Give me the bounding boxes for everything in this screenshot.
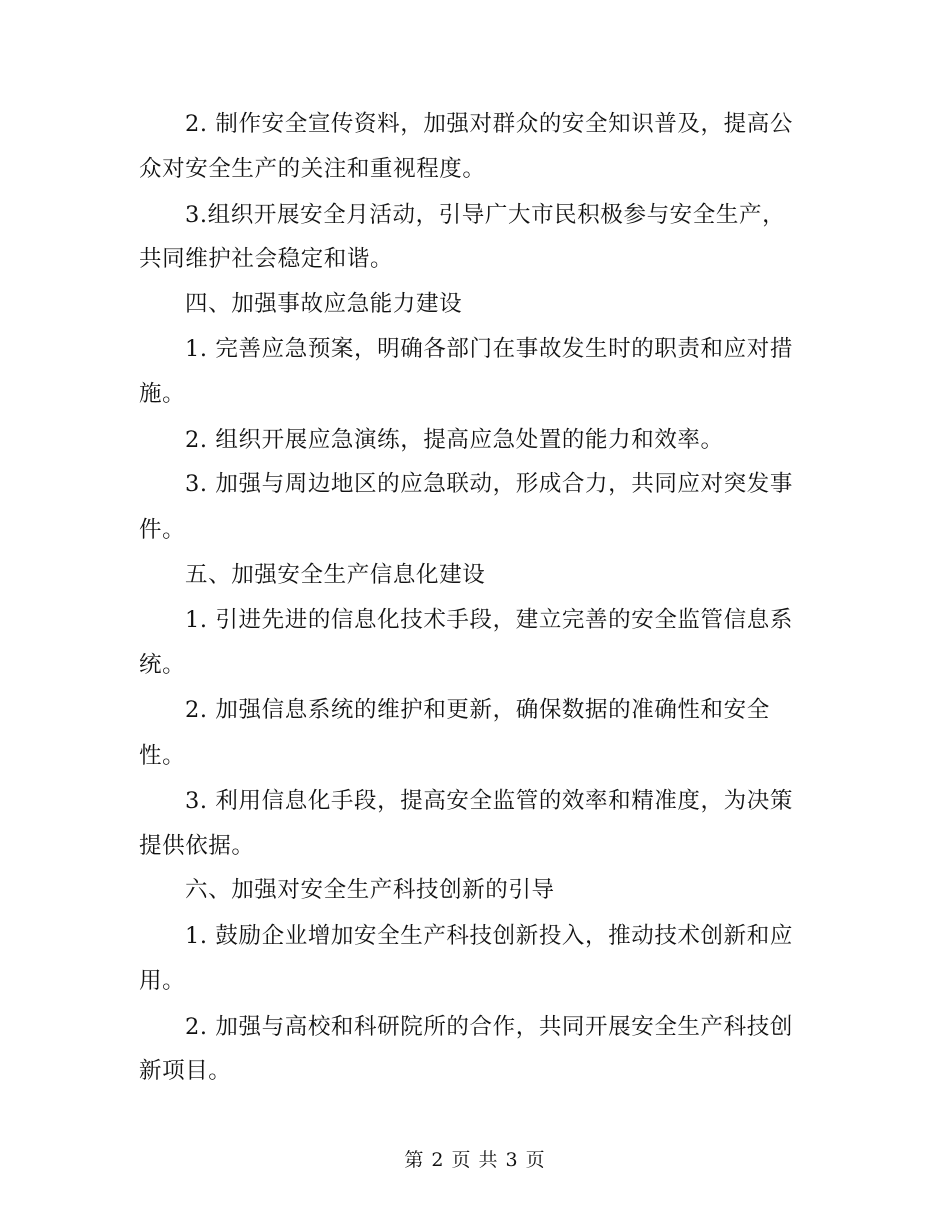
page-number-footer: 第 2 页 共 3 页 [404,1149,546,1171]
section-heading: 四、加强事故应急能力建设 [185,291,463,317]
paragraph-line: 用。 [139,968,186,994]
paragraph-line: 提供依据。 [139,833,255,859]
paragraph-line: 性。 [139,743,186,769]
paragraph-line: 3. 加强与周边地区的应急联动，形成合力，共同应对突发事 [185,471,793,497]
paragraph-line: 2. 组织开展应急演练，提高应急处置的能力和效率。 [185,427,724,453]
paragraph-line: 施。 [139,381,186,407]
paragraph-line: 1. 完善应急预案，明确各部门在事故发生时的职责和应对措 [185,336,793,362]
paragraph-line: 统。 [139,652,186,678]
paragraph-line: 众对安全生产的关注和重视程度。 [139,156,486,182]
paragraph-line: 3.组织开展安全月活动，引导广大市民积极参与安全生产， [185,202,786,228]
paragraph-line: 件。 [139,517,186,543]
paragraph-line: 1. 引进先进的信息化技术手段，建立完善的安全监管信息系 [185,607,793,633]
section-heading: 五、加强安全生产信息化建设 [185,562,486,588]
paragraph-line: 共同维护社会稳定和谐。 [139,246,394,272]
paragraph-line: 3. 利用信息化手段，提高安全监管的效率和精准度，为决策 [185,788,793,814]
paragraph-line: 2. 加强与高校和科研院所的合作，共同开展安全生产科技创 [185,1014,793,1040]
paragraph-line: 新项目。 [139,1058,232,1084]
section-heading: 六、加强对安全生产科技创新的引导 [185,877,555,903]
paragraph-line: 2. 加强信息系统的维护和更新，确保数据的准确性和安全 [185,697,770,723]
paragraph-line: 2. 制作安全宣传资料，加强对群众的安全知识普及，提高公 [185,111,793,137]
paragraph-line: 1. 鼓励企业增加安全生产科技创新投入，推动技术创新和应 [185,923,793,949]
